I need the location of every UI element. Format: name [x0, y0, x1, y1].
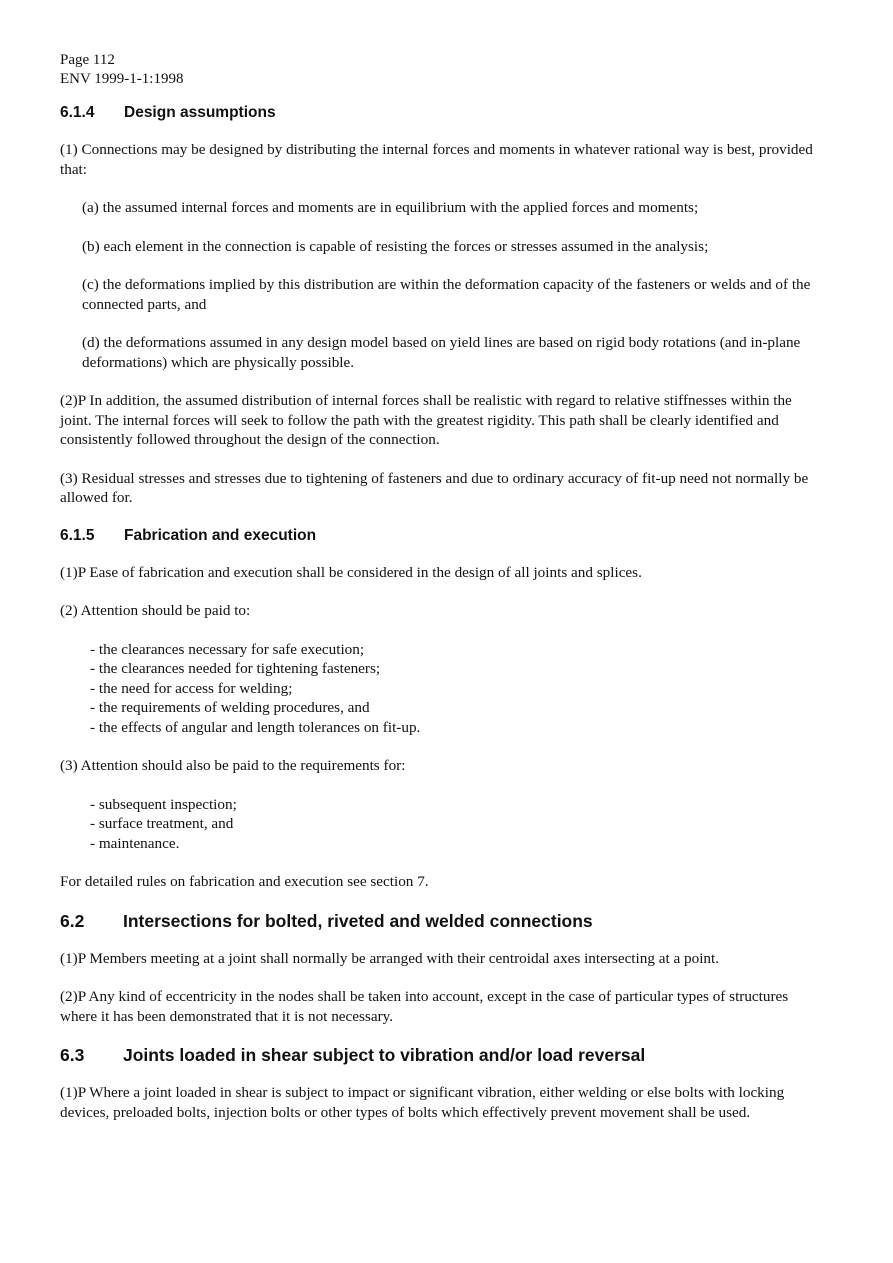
paragraph: (2)P Any kind of eccentricity in the nodes shall be taken into account, except in the case of particular types of structures where it has been demonstrated that it is not necessary.	[60, 988, 789, 1025]
heading-title: Intersections for bolted, riveted and welded connections	[123, 910, 593, 931]
heading-number: 6.1.4	[60, 104, 95, 121]
standard-reference: ENV 1999-1-1:1998	[60, 71, 184, 87]
clause-c: (c) the deformations implied by this distribution are within the deformation capacity of the fasteners or welds and of the connected parts, and	[82, 276, 811, 313]
paragraph: (1)P Ease of fabrication and execution shall be considered in the design of all joints and splices.	[60, 563, 642, 581]
heading-number: 6.1.5	[60, 526, 95, 544]
page-number: Page 112	[60, 52, 115, 68]
heading-6-3	[60, 1045, 820, 1066]
paragraph: (2) Attention should be paid to:	[60, 602, 251, 619]
heading-6-1-5	[60, 527, 820, 545]
list-item: - the clearances necessary for safe execution;	[90, 640, 365, 658]
list-item: - the clearances needed for tightening fasteners;	[90, 660, 381, 677]
heading-title: Fabrication and execution	[124, 526, 317, 544]
document-page	[60, 51, 820, 1141]
heading-6-2	[60, 911, 820, 932]
heading-number: 6.3	[60, 1045, 85, 1065]
attention-list	[90, 640, 820, 738]
requirements-list	[90, 795, 820, 854]
list-item: - the requirements of welding procedures, and	[90, 699, 370, 716]
paragraph: (2)P In addition, the assumed distribution of internal forces shall be realistic with regard to relative stiffnesses within the joint. The internal forces will seek to follow the path with the greatest rigidity. This path shall be clearly identified and consistently followed throughout the design of the connection.	[60, 392, 792, 448]
heading-title: Joints loaded in shear subject to vibration and/or load reversal	[123, 1045, 646, 1065]
list-item: - the need for access for welding;	[90, 679, 293, 697]
paragraph: (3) Attention should also be paid to the requirements for:	[60, 757, 406, 774]
paragraph: For detailed rules on fabrication and execution see section 7.	[60, 873, 429, 890]
heading-number: 6.2	[60, 910, 85, 931]
list-item: - maintenance.	[90, 834, 180, 852]
heading-6-1-4	[60, 104, 820, 122]
list-item: - surface treatment, and	[90, 815, 234, 832]
heading-title: Design assumptions	[124, 104, 276, 121]
list-item: - the effects of angular and length tolerances on fit-up.	[90, 718, 421, 736]
paragraph: (1) Connections may be designed by distributing the internal forces and moments in whatever rational way is best, provided that:	[60, 141, 813, 178]
paragraph: (3) Residual stresses and stresses due to tightening of fasteners and due to ordinary accuracy of fit-up need not normally be allowed for.	[60, 469, 809, 506]
clause-d: (d) the deformations assumed in any design model based on yield lines are based on rigid body rotations (and in-plane deformations) which are physically possible.	[82, 334, 801, 371]
clause-b: (b) each element in the connection is capable of resisting the forces or stresses assumed in the analysis;	[82, 237, 709, 255]
list-item: - subsequent inspection;	[90, 795, 237, 813]
clause-a: (a) the assumed internal forces and moments are in equilibrium with the applied forces and moments;	[82, 199, 699, 216]
paragraph: (1)P Where a joint loaded in shear is subject to impact or significant vibration, either welding or else bolts with locking devices, preloaded bolts, injection bolts or other types of bolts which effectively prevent movement shall be used.	[60, 1084, 785, 1121]
paragraph: (1)P Members meeting at a joint shall normally be arranged with their centroidal axes intersecting at a point.	[60, 949, 720, 967]
